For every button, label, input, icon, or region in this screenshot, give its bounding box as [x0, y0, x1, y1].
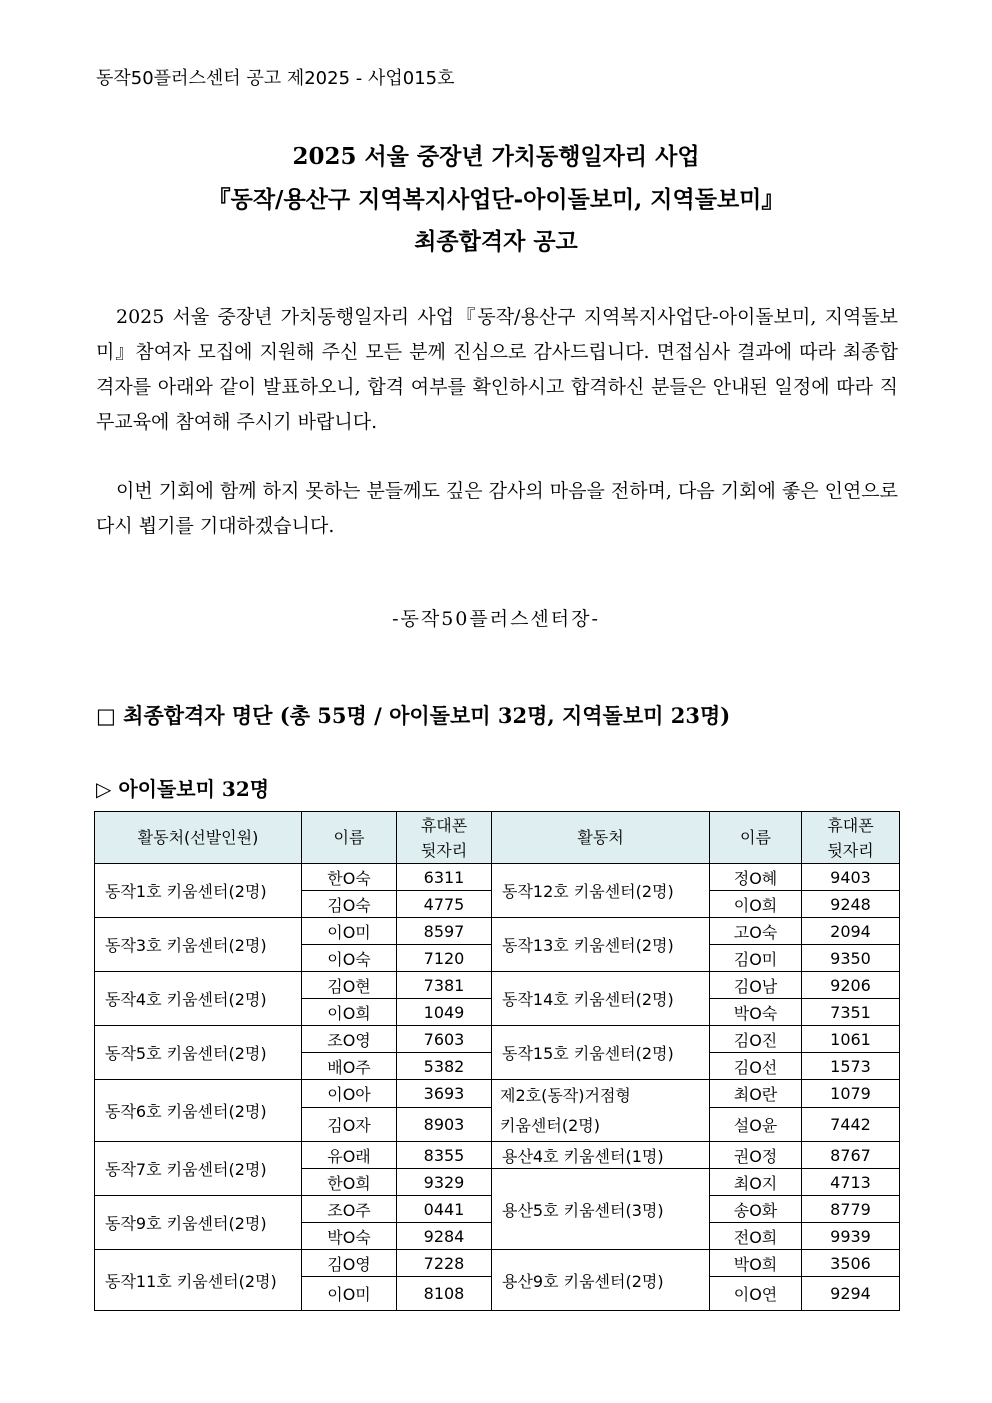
right-org-cell: 제2호(동작)거점형 키움센터(2명) [492, 1080, 710, 1142]
title-line-2: 『동작/용산구 지역복지사업단-아이돌보미, 지역돌보미』 [207, 186, 785, 213]
table-row [95, 918, 900, 945]
right-name-cell: 김O남 [710, 972, 802, 999]
right-phone-cell: 3506 [802, 1250, 900, 1277]
right-org-cell: 동작13호 키움센터(2명) [492, 918, 710, 972]
left-name-cell: 한O숙 [302, 864, 397, 891]
right-phone-cell: 9939 [802, 1223, 900, 1250]
left-org-cell: 동작11호 키움센터(2명) [95, 1250, 302, 1311]
right-name-cell: 권O정 [710, 1142, 802, 1169]
left-name-cell: 이O아 [302, 1080, 397, 1108]
header-left-name: 이름 [302, 812, 397, 864]
right-phone-cell: 8779 [802, 1196, 900, 1223]
left-name-cell: 배O주 [302, 1053, 397, 1080]
left-phone-cell: 7603 [397, 1026, 492, 1053]
table-row [95, 972, 900, 999]
left-phone-cell: 7228 [397, 1250, 492, 1277]
table-row [95, 1080, 900, 1108]
left-name-cell: 조O영 [302, 1026, 397, 1053]
left-phone-cell: 7120 [397, 945, 492, 972]
left-phone-cell: 9329 [397, 1169, 492, 1196]
left-phone-cell: 4775 [397, 891, 492, 918]
right-name-cell: 송O화 [710, 1196, 802, 1223]
section-heading: □ 최종합격자 명단 (총 55명 / 아이돌보미 32명, 지역돌보미 23명) [96, 703, 731, 728]
left-name-cell: 유O래 [302, 1142, 397, 1169]
right-name-cell: 고O숙 [710, 918, 802, 945]
right-phone-cell: 9294 [802, 1277, 900, 1311]
right-name-cell: 최O란 [710, 1080, 802, 1108]
left-org-cell: 동작4호 키움센터(2명) [95, 972, 302, 1026]
left-name-cell: 이O미 [302, 1277, 397, 1311]
right-org-cell: 용산9호 키움센터(2명) [492, 1250, 710, 1311]
header-right-phone: 휴대폰 뒷자리 [802, 812, 900, 864]
signature: -동작50플러스센터장- [392, 608, 600, 630]
right-phone-cell: 2094 [802, 918, 900, 945]
left-phone-cell: 9284 [397, 1223, 492, 1250]
right-phone-cell: 8767 [802, 1142, 900, 1169]
left-org-cell: 동작1호 키움센터(2명) [95, 864, 302, 918]
left-phone-cell: 8597 [397, 918, 492, 945]
left-phone-cell: 3693 [397, 1080, 492, 1108]
left-org-cell: 동작9호 키움센터(2명) [95, 1196, 302, 1250]
left-name-cell: 이O미 [302, 918, 397, 945]
left-phone-cell: 1049 [397, 999, 492, 1026]
right-phone-cell: 9206 [802, 972, 900, 999]
right-org-cell: 동작12호 키움센터(2명) [492, 864, 710, 918]
left-org-cell: 동작6호 키움센터(2명) [95, 1080, 302, 1142]
right-name-cell: 최O지 [710, 1169, 802, 1196]
left-phone-cell: 8903 [397, 1108, 492, 1142]
left-name-cell: 박O숙 [302, 1223, 397, 1250]
right-name-cell: 김O진 [710, 1026, 802, 1053]
right-phone-cell: 9248 [802, 891, 900, 918]
left-org-cell: 동작5호 키움센터(2명) [95, 1026, 302, 1080]
title-line-1: 2025 서울 중장년 가치동행일자리 사업 [292, 143, 700, 170]
right-org-cell: 동작15호 키움센터(2명) [492, 1026, 710, 1080]
left-name-cell: 김O숙 [302, 891, 397, 918]
right-phone-cell: 1079 [802, 1080, 900, 1108]
right-org-cell: 동작14호 키움센터(2명) [492, 972, 710, 1026]
table-header-row [95, 812, 900, 864]
right-phone-cell: 9350 [802, 945, 900, 972]
right-name-cell: 김O미 [710, 945, 802, 972]
body-paragraph-1: 2025 서울 중장년 가치동행일자리 사업『동작/용산구 지역복지사업단-아이돌보미, 지역돌보미』참여자 모집에 지원해 주신 모든 분께 진심으로 감사드립니다. 면접심사 결과에 따라 최종합격자를 아래와 같이 발표하오니, 합격 여부를 확인하시고 합격하신 분들은 안내된 일정에 따라 직무교육에 참여해 주시기 바랍니다. [96, 306, 898, 433]
table-row [95, 864, 900, 891]
body-paragraph-2: 이번 기회에 함께 하지 못하는 분들께도 깊은 감사의 마음을 전하며, 다음 기회에 좋은 인연으로 다시 뵙기를 기대하겠습니다. [96, 480, 899, 537]
right-phone-cell: 1061 [802, 1026, 900, 1053]
right-phone-cell: 7351 [802, 999, 900, 1026]
notice-number: 동작50플러스센터 공고 제2025 - 사업015호 [96, 68, 455, 89]
right-phone-cell: 7442 [802, 1108, 900, 1142]
left-name-cell: 조O주 [302, 1196, 397, 1223]
right-name-cell: 이O연 [710, 1277, 802, 1311]
left-phone-cell: 0441 [397, 1196, 492, 1223]
header-left-org: 활동처(선발인원) [95, 812, 302, 864]
right-name-cell: 전O희 [710, 1223, 802, 1250]
right-name-cell: 박O희 [710, 1250, 802, 1277]
right-name-cell: 김O선 [710, 1053, 802, 1080]
right-org-cell: 용산4호 키움센터(1명) [492, 1142, 710, 1169]
left-phone-cell: 6311 [397, 864, 492, 891]
left-phone-cell: 8108 [397, 1277, 492, 1311]
table-row [95, 1142, 900, 1169]
subsection-heading: ▷ 아이돌보미 32명 [96, 777, 270, 801]
header-left-phone: 휴대폰 뒷자리 [397, 812, 492, 864]
left-name-cell: 한O희 [302, 1169, 397, 1196]
left-name-cell: 이O숙 [302, 945, 397, 972]
left-phone-cell: 7381 [397, 972, 492, 999]
right-phone-cell: 4713 [802, 1169, 900, 1196]
roster-table [94, 811, 900, 1311]
right-org-cell: 용산5호 키움센터(3명) [492, 1169, 710, 1250]
header-right-org: 활동처 [492, 812, 710, 864]
left-org-cell: 동작3호 키움센터(2명) [95, 918, 302, 972]
right-name-cell: 이O희 [710, 891, 802, 918]
left-phone-cell: 8355 [397, 1142, 492, 1169]
left-phone-cell: 5382 [397, 1053, 492, 1080]
left-name-cell: 이O희 [302, 999, 397, 1026]
right-name-cell: 설O윤 [710, 1108, 802, 1142]
left-name-cell: 김O현 [302, 972, 397, 999]
header-right-name: 이름 [710, 812, 802, 864]
left-org-cell: 동작7호 키움센터(2명) [95, 1142, 302, 1196]
right-phone-cell: 9403 [802, 864, 900, 891]
table-row [95, 1250, 900, 1277]
title-line-3: 최종합격자 공고 [414, 228, 578, 255]
left-name-cell: 김O자 [302, 1108, 397, 1142]
right-name-cell: 정O혜 [710, 864, 802, 891]
table-row [95, 1026, 900, 1053]
right-phone-cell: 1573 [802, 1053, 900, 1080]
right-name-cell: 박O숙 [710, 999, 802, 1026]
left-name-cell: 김O영 [302, 1250, 397, 1277]
